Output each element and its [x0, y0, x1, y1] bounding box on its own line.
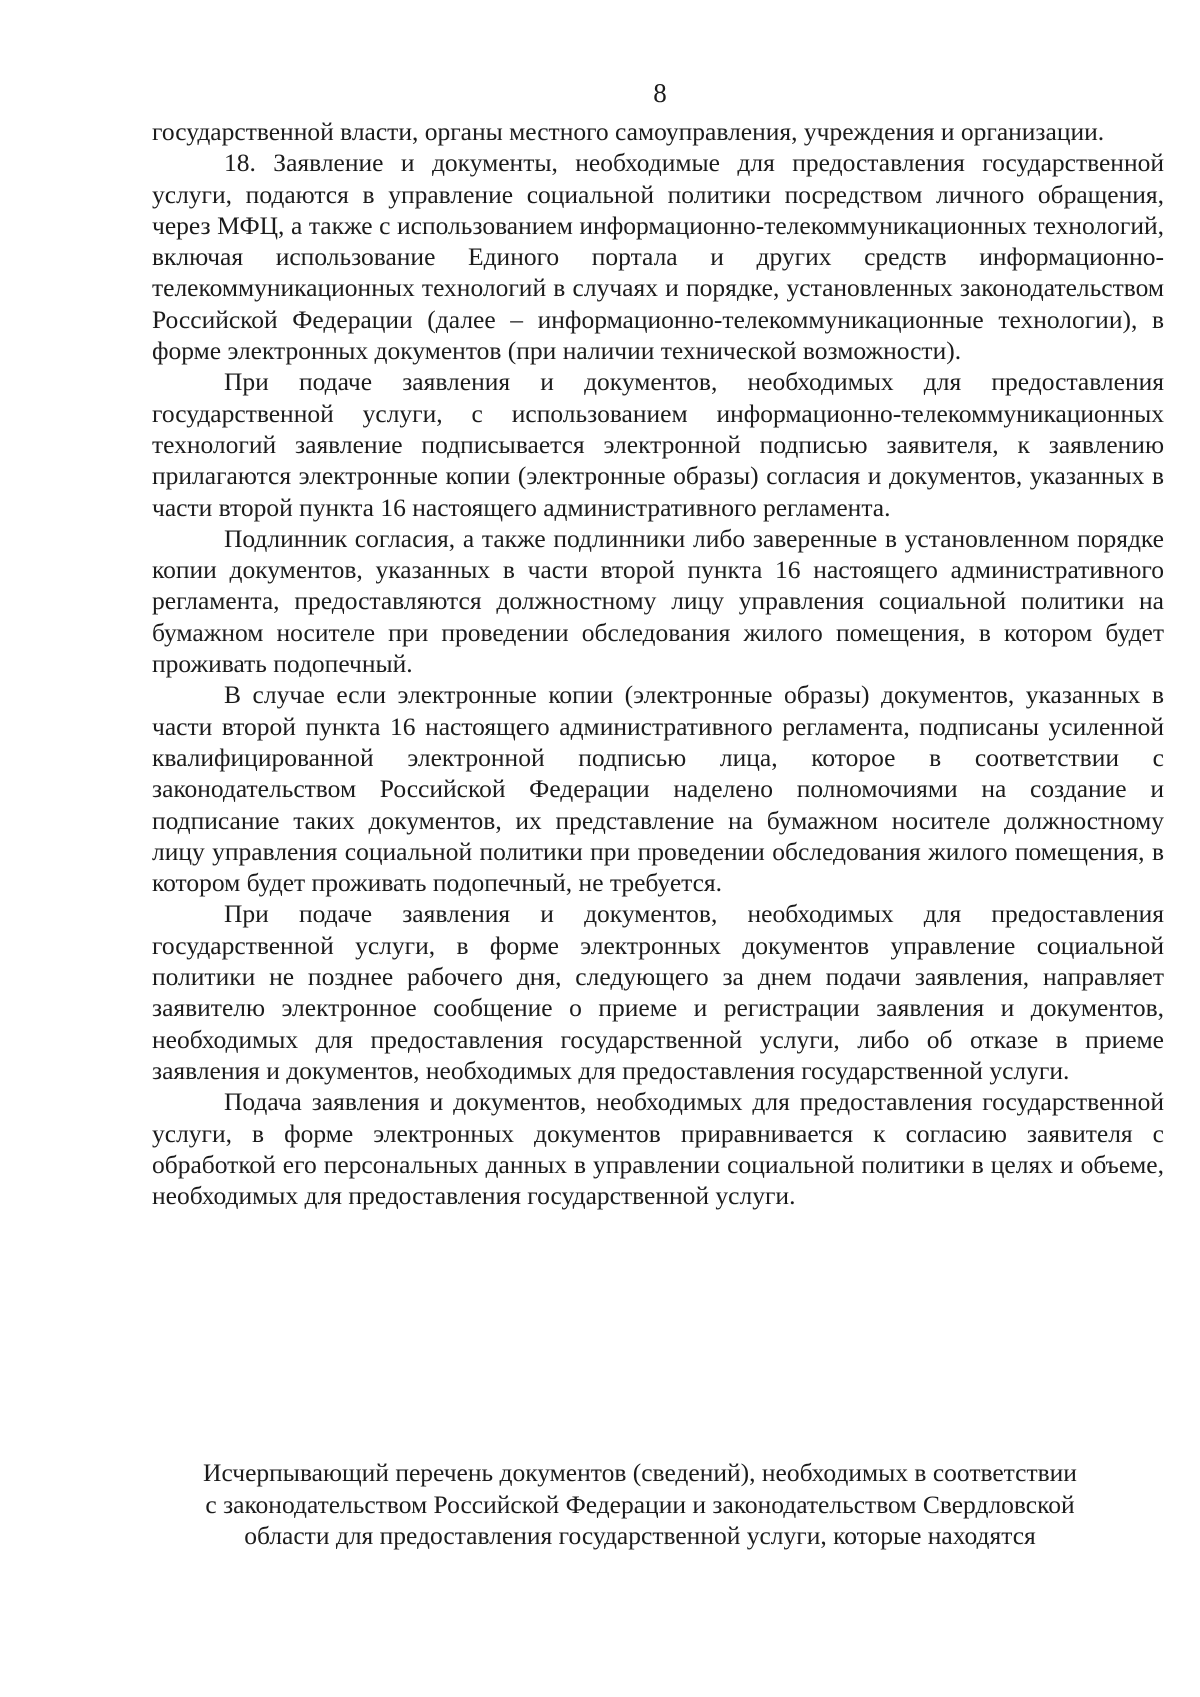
document-body — [152, 116, 1164, 1211]
page-number: 8 — [653, 78, 667, 108]
paragraph-originals: Подлинник согласия, а также подлинники либо заверенные в установленном порядке копии документов, указанных в части второй пункта 16 настоящего административного регламента, предоставляются должностному лицу управления социальной политики на бумажном носителе при проведении обследования жилого помещения, в котором будет проживать подопечный. — [152, 523, 1164, 679]
paragraph-notification: При подаче заявления и документов, необходимых для предоставления государственной услуги, в форме электронных документов управление социальной политики не позднее рабочего дня, следующего за днем подачи заявления, направляет заявителю электронное сообщение о приеме и регистрации заявления и документов, необходимых для предоставления государственной услуги, либо об отказе в приеме заявления и документов, необходимых для предоставления государственной услуги. — [152, 899, 1164, 1085]
paragraph-electronic-signature: При подаче заявления и документов, необходимых для предоставления государственной услуги, с использованием информационно-телекоммуникационных технологий заявление подписывается электронной подписью заявителя, к заявлению прилагаются электронные копии (электронные образы) согласия и документов, указанных в части второй пункта 16 настоящего административного регламента. — [152, 367, 1164, 522]
paragraph-qualified-signature: В случае если электронные копии (электронные образы) документов, указанных в части второй пункта 16 настоящего административного регламента, подписаны усиленной квалифицированной электронной подписью лица, которое в соответствии с законодательством Российской Федерации наделено полномочиями на создание и подписание таких документов, их представление на бумажном носителе должностному лицу управления социальной политики при проведении обследования жилого помещения, в котором будет проживать подопечный, не требуется. — [152, 680, 1164, 898]
heading-line: с законодательством Российской Федерации и законодательством Свердловской — [205, 1489, 1075, 1519]
heading-line: Исчерпывающий перечень документов (сведений), необходимых в соответствии — [203, 1458, 1077, 1487]
heading-line: области для предоставления государственной услуги, которые находятся — [244, 1521, 1036, 1550]
paragraph-consent: Подача заявления и документов, необходимых для предоставления государственной услуги, в форме электронных документов приравнивается к согласию заявителя с обработкой его персональных данных в управлении социальной политики в целях и объеме, необходимых для предоставления государственной услуги. — [152, 1087, 1164, 1211]
paragraph-item-18: 18. Заявление и документы, необходимые для предоставления государственной услуги, подаются в управление социальной политики посредством личного обращения, через МФЦ, а также с использованием информационно-телекоммуникационных технологий, включая использование Единого портала и других средств информационно-телекоммуникационных технологий в случаях и порядке, установленных законодательством Российской Федерации (далее – информационно-телекоммуникационные технологии), в форме электронных документов (при наличии технической возможности). — [152, 148, 1164, 366]
section-heading — [140, 1457, 1140, 1552]
paragraph-continuation: государственной власти, органы местного самоуправления, учреждения и организации. — [152, 117, 1105, 146]
